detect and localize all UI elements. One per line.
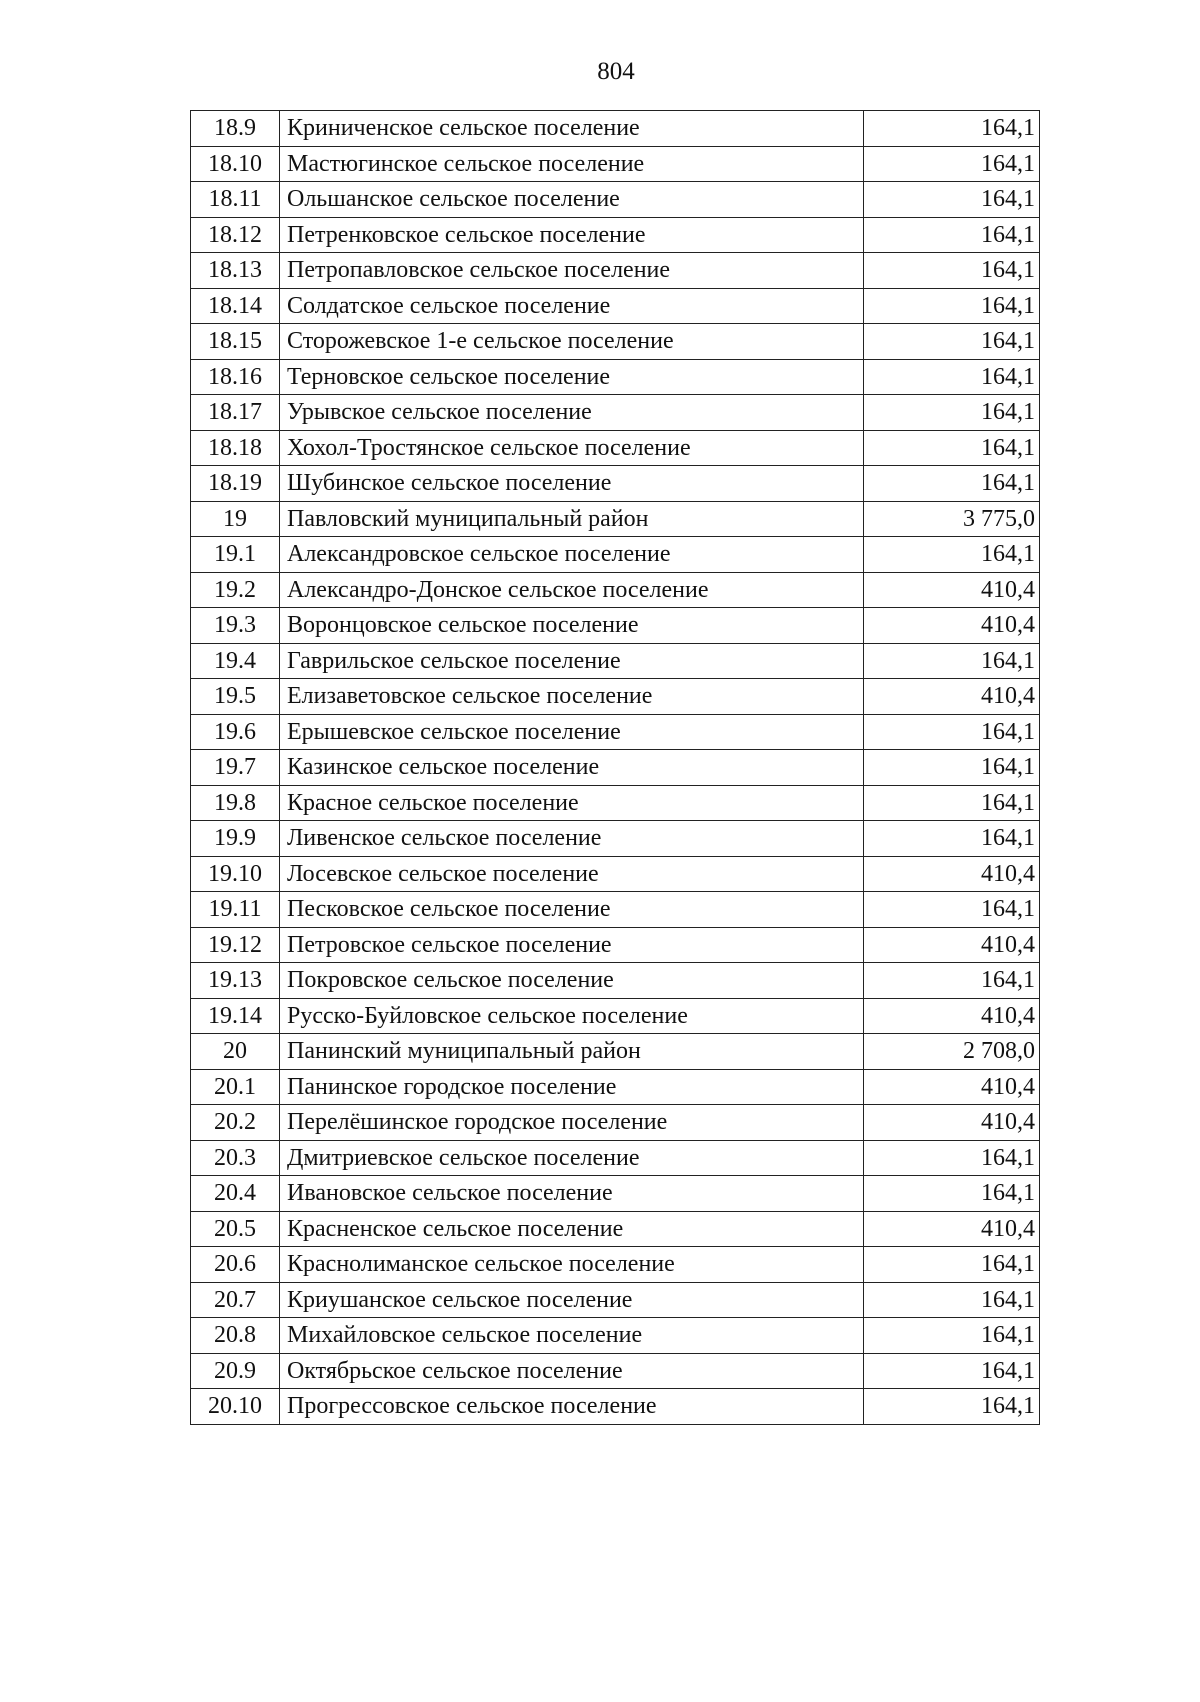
amount-cell: 410,4 — [864, 998, 1040, 1034]
amount-cell: 164,1 — [864, 146, 1040, 182]
table-row — [191, 537, 1040, 573]
settlement-name-cell: Октябрьское сельское поселение — [280, 1353, 864, 1389]
settlement-name-cell: Ольшанское сельское поселение — [280, 182, 864, 218]
settlement-name-cell: Александро-Донское сельское поселение — [280, 572, 864, 608]
row-number-cell: 18.17 — [191, 395, 280, 431]
table-row — [191, 1282, 1040, 1318]
table-row — [191, 1318, 1040, 1354]
amount-cell: 164,1 — [864, 288, 1040, 324]
row-number-cell: 19.11 — [191, 892, 280, 928]
amount-cell: 2 708,0 — [864, 1034, 1040, 1070]
table-row — [191, 395, 1040, 431]
settlement-name-cell: Панинское городское поселение — [280, 1069, 864, 1105]
table-row — [191, 998, 1040, 1034]
table-row — [191, 501, 1040, 537]
table-row — [191, 572, 1040, 608]
settlement-name-cell: Краснолиманское сельское поселение — [280, 1247, 864, 1283]
row-number-cell: 20 — [191, 1034, 280, 1070]
amount-cell: 410,4 — [864, 1105, 1040, 1141]
row-number-cell: 19.10 — [191, 856, 280, 892]
row-number-cell: 19.8 — [191, 785, 280, 821]
settlement-name-cell: Покровское сельское поселение — [280, 963, 864, 999]
row-number-cell: 19.13 — [191, 963, 280, 999]
amount-cell: 164,1 — [864, 643, 1040, 679]
table-row — [191, 1211, 1040, 1247]
row-number-cell: 18.16 — [191, 359, 280, 395]
table-row — [191, 1247, 1040, 1283]
amount-cell: 164,1 — [864, 1247, 1040, 1283]
row-number-cell: 19.5 — [191, 679, 280, 715]
amount-cell: 164,1 — [864, 1176, 1040, 1212]
table-row — [191, 217, 1040, 253]
amount-cell: 164,1 — [864, 395, 1040, 431]
row-number-cell: 19 — [191, 501, 280, 537]
row-number-cell: 18.14 — [191, 288, 280, 324]
table-row — [191, 856, 1040, 892]
table-row — [191, 750, 1040, 786]
amount-cell: 3 775,0 — [864, 501, 1040, 537]
table-row — [191, 146, 1040, 182]
allocation-table — [190, 110, 1040, 1425]
settlement-name-cell: Терновское сельское поселение — [280, 359, 864, 395]
row-number-cell: 18.13 — [191, 253, 280, 289]
settlement-name-cell: Солдатское сельское поселение — [280, 288, 864, 324]
row-number-cell: 18.10 — [191, 146, 280, 182]
table-row — [191, 430, 1040, 466]
row-number-cell: 20.10 — [191, 1389, 280, 1425]
row-number-cell: 20.6 — [191, 1247, 280, 1283]
settlement-name-cell: Петровское сельское поселение — [280, 927, 864, 963]
settlement-name-cell: Ерышевское сельское поселение — [280, 714, 864, 750]
table-row — [191, 1353, 1040, 1389]
row-number-cell: 19.9 — [191, 821, 280, 857]
row-number-cell: 20.1 — [191, 1069, 280, 1105]
table-row — [191, 963, 1040, 999]
amount-cell: 164,1 — [864, 1318, 1040, 1354]
settlement-name-cell: Казинское сельское поселение — [280, 750, 864, 786]
table-row — [191, 288, 1040, 324]
amount-cell: 164,1 — [864, 466, 1040, 502]
table-row — [191, 608, 1040, 644]
row-number-cell: 18.15 — [191, 324, 280, 360]
row-number-cell: 18.9 — [191, 111, 280, 147]
table-row — [191, 821, 1040, 857]
row-number-cell: 20.3 — [191, 1140, 280, 1176]
table-row — [191, 1176, 1040, 1212]
table-row — [191, 182, 1040, 218]
amount-cell: 164,1 — [864, 892, 1040, 928]
amount-cell: 164,1 — [864, 430, 1040, 466]
settlement-name-cell: Лосевское сельское поселение — [280, 856, 864, 892]
table-row — [191, 1069, 1040, 1105]
table-row — [191, 1140, 1040, 1176]
amount-cell: 410,4 — [864, 927, 1040, 963]
table-row — [191, 111, 1040, 147]
row-number-cell: 18.18 — [191, 430, 280, 466]
row-number-cell: 19.6 — [191, 714, 280, 750]
amount-cell: 164,1 — [864, 253, 1040, 289]
settlement-name-cell: Панинский муниципальный район — [280, 1034, 864, 1070]
table-row — [191, 785, 1040, 821]
amount-cell: 164,1 — [864, 359, 1040, 395]
table-row — [191, 1105, 1040, 1141]
settlement-name-cell: Елизаветовское сельское поселение — [280, 679, 864, 715]
settlement-name-cell: Дмитриевское сельское поселение — [280, 1140, 864, 1176]
amount-cell: 164,1 — [864, 750, 1040, 786]
table-row — [191, 1034, 1040, 1070]
amount-cell: 164,1 — [864, 1140, 1040, 1176]
settlement-name-cell: Павловский муниципальный район — [280, 501, 864, 537]
row-number-cell: 18.11 — [191, 182, 280, 218]
amount-cell: 410,4 — [864, 679, 1040, 715]
row-number-cell: 20.8 — [191, 1318, 280, 1354]
table-row — [191, 466, 1040, 502]
settlement-name-cell: Перелёшинское городское поселение — [280, 1105, 864, 1141]
amount-cell: 164,1 — [864, 785, 1040, 821]
amount-cell: 164,1 — [864, 182, 1040, 218]
table-row — [191, 927, 1040, 963]
row-number-cell: 19.14 — [191, 998, 280, 1034]
amount-cell: 410,4 — [864, 856, 1040, 892]
row-number-cell: 19.2 — [191, 572, 280, 608]
row-number-cell: 19.1 — [191, 537, 280, 573]
table-row — [191, 1389, 1040, 1425]
amount-cell: 164,1 — [864, 217, 1040, 253]
settlement-name-cell: Криниченское сельское поселение — [280, 111, 864, 147]
amount-cell: 164,1 — [864, 1389, 1040, 1425]
settlement-name-cell: Хохол-Тростянское сельское поселение — [280, 430, 864, 466]
row-number-cell: 20.2 — [191, 1105, 280, 1141]
settlement-name-cell: Сторожевское 1-е сельское поселение — [280, 324, 864, 360]
row-number-cell: 20.9 — [191, 1353, 280, 1389]
amount-cell: 164,1 — [864, 963, 1040, 999]
amount-cell: 164,1 — [864, 537, 1040, 573]
settlement-name-cell: Урывское сельское поселение — [280, 395, 864, 431]
table-row — [191, 324, 1040, 360]
table-row — [191, 253, 1040, 289]
settlement-name-cell: Александровское сельское поселение — [280, 537, 864, 573]
settlement-name-cell: Ивановское сельское поселение — [280, 1176, 864, 1212]
settlement-name-cell: Михайловское сельское поселение — [280, 1318, 864, 1354]
settlement-name-cell: Красное сельское поселение — [280, 785, 864, 821]
amount-cell: 164,1 — [864, 111, 1040, 147]
page-number: 804 — [597, 58, 635, 85]
amount-cell: 164,1 — [864, 1282, 1040, 1318]
settlement-name-cell: Мастюгинское сельское поселение — [280, 146, 864, 182]
settlement-name-cell: Криушанское сельское поселение — [280, 1282, 864, 1318]
table-row — [191, 359, 1040, 395]
row-number-cell: 19.3 — [191, 608, 280, 644]
settlement-name-cell: Ливенское сельское поселение — [280, 821, 864, 857]
row-number-cell: 20.7 — [191, 1282, 280, 1318]
table-row — [191, 714, 1040, 750]
row-number-cell: 20.4 — [191, 1176, 280, 1212]
table-row — [191, 643, 1040, 679]
settlement-name-cell: Красненское сельское поселение — [280, 1211, 864, 1247]
amount-cell: 164,1 — [864, 324, 1040, 360]
amount-cell: 410,4 — [864, 1211, 1040, 1247]
table-row — [191, 679, 1040, 715]
settlement-name-cell: Песковское сельское поселение — [280, 892, 864, 928]
settlement-name-cell: Шубинское сельское поселение — [280, 466, 864, 502]
settlement-name-cell: Прогрессовское сельское поселение — [280, 1389, 864, 1425]
amount-cell: 410,4 — [864, 572, 1040, 608]
row-number-cell: 19.4 — [191, 643, 280, 679]
amount-cell: 164,1 — [864, 714, 1040, 750]
settlement-name-cell: Петропавловское сельское поселение — [280, 253, 864, 289]
table-row — [191, 892, 1040, 928]
row-number-cell: 18.19 — [191, 466, 280, 502]
row-number-cell: 20.5 — [191, 1211, 280, 1247]
settlement-name-cell: Воронцовское сельское поселение — [280, 608, 864, 644]
row-number-cell: 19.7 — [191, 750, 280, 786]
amount-cell: 410,4 — [864, 1069, 1040, 1105]
amount-cell: 164,1 — [864, 1353, 1040, 1389]
settlement-name-cell: Петренковское сельское поселение — [280, 217, 864, 253]
table-body — [191, 111, 1040, 1425]
amount-cell: 410,4 — [864, 608, 1040, 644]
row-number-cell: 18.12 — [191, 217, 280, 253]
row-number-cell: 19.12 — [191, 927, 280, 963]
settlement-name-cell: Русско-Буйловское сельское поселение — [280, 998, 864, 1034]
settlement-name-cell: Гаврильское сельское поселение — [280, 643, 864, 679]
amount-cell: 164,1 — [864, 821, 1040, 857]
